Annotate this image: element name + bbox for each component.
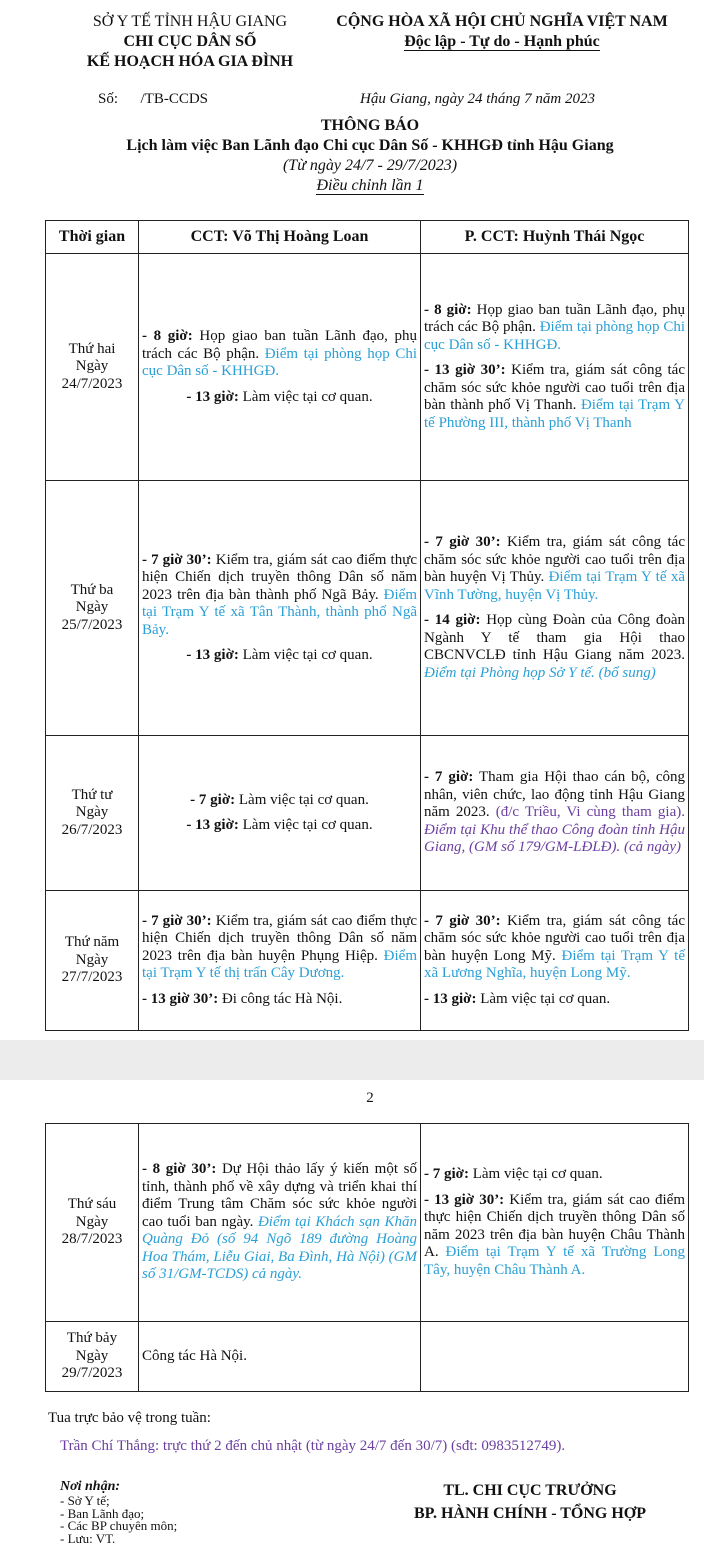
document-subtitle: Lịch làm việc Ban Lãnh đạo Chi cục Dân Số - KHHGĐ tỉnh Hậu Giang <box>126 137 614 154</box>
time-label: - 13 giờ 30’: <box>424 362 506 379</box>
director-cell <box>139 1322 421 1392</box>
location-text: Điểm tại Trạm Y tế xã Tân Thành, thành phố Ngã Bảy. <box>142 586 417 638</box>
duty-line: Trần Chí Thắng: trực thứ 2 đến chủ nhật (từ ngày 24/7 đến 30/7) (sđt: 0983512749). <box>60 1438 566 1454</box>
location-text: Điểm tại phòng họp Chi cục Dân số - KHHGĐ. <box>142 345 417 379</box>
time-label: - 7 giờ 30’: <box>142 551 212 568</box>
location-text: Điểm tại Trạm Y tế thị trấn Cây Dương. <box>142 947 417 982</box>
table-header-row <box>46 221 689 254</box>
time-label: - 8 giờ: <box>142 328 193 344</box>
day-date: 29/7/2023 <box>61 1365 123 1382</box>
revision-note: Điều chỉnh lần 1 <box>316 177 424 194</box>
sub-agency-name-2: KẾ HOẠCH HÓA GIA ĐÌNH <box>86 53 294 70</box>
place-date: Hậu Giang, ngày 24 tháng 7 năm 2023 <box>360 91 595 107</box>
day-date: 24/7/2023 <box>61 375 123 392</box>
time-label: - 13 giờ: <box>186 817 239 833</box>
duty-title: Tua trực bảo vệ trong tuần: <box>48 1410 211 1426</box>
document-number: Số: /TB-CCDS <box>98 91 209 107</box>
schedule-table <box>45 220 689 1031</box>
deputy-cell <box>421 1322 689 1392</box>
signatory-title: TL. CHI CỤC TRƯỞNG <box>443 1482 617 1499</box>
day-label: Ngày <box>75 599 109 616</box>
table-row <box>46 891 689 1031</box>
day-label: Ngày <box>75 1347 109 1364</box>
deputy-cell <box>421 891 689 1031</box>
time-label: - 13 giờ: <box>424 990 477 1007</box>
day-date: 27/7/2023 <box>61 969 123 986</box>
time-label: - 7 giờ: <box>424 1166 469 1182</box>
day-date: 26/7/2023 <box>61 821 123 838</box>
day-cell <box>46 1322 139 1392</box>
col-header-director: CCT: Võ Thị Hoàng Loan <box>139 221 421 254</box>
task-text: Làm việc tại cơ quan. <box>238 647 373 663</box>
time-label: - 13 giờ 30’: <box>142 990 219 1007</box>
day-date: 28/7/2023 <box>61 1231 123 1248</box>
day-name: Thứ hai <box>68 340 116 357</box>
task-text: Kiểm tra, giám sát công tác chăm sóc sức khỏe người cao tuổi trên địa bàn thành phố Vị Thanh. <box>424 362 685 414</box>
task-text: Làm việc tại cơ quan. <box>238 388 373 405</box>
time-label: - 7 giờ 30’: <box>142 912 212 929</box>
deputy-cell <box>421 481 689 736</box>
day-cell <box>46 736 139 891</box>
document-title: THÔNG BÁO <box>320 117 420 134</box>
task-text: Kiểm tra, giám sát công tác chăm sóc sức khỏe người cao tuổi trên địa bàn huyện Long Mỹ. <box>424 912 685 964</box>
task-text: Họp cùng Đoàn của Công đoàn Ngành Y tế tham gia Hội thao CBCNVCLĐ tỉnh Hậu Giang năm 2023. <box>424 612 685 663</box>
day-cell <box>46 481 139 736</box>
task-text: Làm việc tại cơ quan. <box>476 990 611 1007</box>
task-text: Kiểm tra, giám sát cao điểm thực hiện Chiến dịch truyền thông Dân số năm 2023 trên địa bàn thành phố Ngã Bảy. <box>142 551 417 603</box>
director-cell <box>139 254 421 481</box>
table-row <box>46 736 689 891</box>
location-text: Điểm tại Trạm Y tế Phường III, thành phố Vị Thanh <box>424 397 685 431</box>
time-label: - 7 giờ: <box>424 769 474 786</box>
time-label: - 8 giờ: <box>424 301 472 318</box>
recipient-item: - Các BP chuyên môn; <box>60 1518 178 1533</box>
task-text: Làm việc tại cơ quan. <box>238 817 373 833</box>
task-text: Làm việc tại cơ quan. <box>468 1166 603 1182</box>
sub-agency-name: CHI CỤC DÂN SỐ <box>123 33 257 50</box>
recipient-item: - Lưu: VT. <box>60 1530 116 1546</box>
page-number: 2 <box>366 1090 374 1106</box>
day-label: Ngày <box>75 358 109 375</box>
time-label: - 7 giờ 30’: <box>424 534 501 550</box>
recipient-item: - Sở Y tế; <box>60 1493 110 1508</box>
day-cell <box>46 891 139 1031</box>
day-name: Thứ tư <box>71 786 113 803</box>
day-name: Thứ ba <box>70 581 114 598</box>
time-label: - 7 giờ 30’: <box>424 912 501 929</box>
location-text: Điểm tại Trạm Y tế xã Trường Long Tây, huyện Châu Thành A. <box>424 1244 685 1278</box>
task-text: Kiểm tra, giám sát cao điểm thực hiện Chiến dịch truyền thông Dân số năm 2023 trên địa bàn huyện Châu Thành A. <box>424 1191 685 1260</box>
agency-name: SỞ Y TẾ TỈNH HẬU GIANG <box>92 13 288 30</box>
task-text: Công tác Hà Nội. <box>142 1347 247 1364</box>
recipient-item: - Ban Lãnh đạo; <box>60 1505 145 1521</box>
signatory-department: BP. HÀNH CHÍNH - TỔNG HỢP <box>413 1505 647 1522</box>
location-text: Điểm tại Khách sạn Khăn Quàng Đỏ (số 94 Ngõ 189 đường Hoàng Hoa Thám, Liễu Giai, Ba Đình, Hà Nội) (GM số 31/GM-TCDS) cả ngày. <box>142 1213 417 1283</box>
table-row <box>46 1322 689 1392</box>
task-text: Làm việc tại cơ quan. <box>235 791 369 808</box>
location-text: Điểm tại Trạm Y tế xã Vĩnh Tường, huyện Vị Thủy. <box>424 569 685 603</box>
day-name: Thứ bảy <box>66 1330 118 1347</box>
day-date: 25/7/2023 <box>61 616 123 633</box>
col-header-deputy: P. CCT: Huỳnh Thái Ngọc <box>421 221 689 254</box>
task-text: Kiểm tra, giám sát công tác chăm sóc sức khỏe người cao tuổi trên địa bàn huyện Vị Thủy. <box>424 534 685 585</box>
time-label: - 14 giờ: <box>424 612 481 628</box>
time-label: - 13 giờ: <box>186 388 239 405</box>
participant-note: (đ/c Triều, Vi cùng tham gia). <box>495 804 685 821</box>
national-motto: Độc lập - Tự do - Hạnh phúc <box>404 33 600 50</box>
table-row <box>46 481 689 736</box>
task-text: Tham gia Hội thao cán bộ, công nhân, viên chức, lao động tỉnh Hậu Giang năm 2023. <box>424 769 685 821</box>
location-text: Điểm tại phòng họp Chi cục Dân số - KHHGĐ. <box>424 319 685 353</box>
location-text: Điểm tại Trạm Y tế xã Lương Nghĩa, huyện Long Mỹ. <box>424 947 685 982</box>
deputy-cell <box>421 1124 689 1322</box>
day-label: Ngày <box>75 804 109 821</box>
recipients-title: Nơi nhận: <box>60 1479 121 1494</box>
day-cell <box>46 1124 139 1322</box>
table-row <box>46 254 689 481</box>
col-header-time: Thời gian <box>46 221 139 254</box>
task-text: Đi công tác Hà Nội. <box>218 990 343 1007</box>
day-name: Thứ năm <box>64 934 120 951</box>
task-text: Dự Hội thảo lấy ý kiến một số tỉnh, thành phố về xây dựng và triển khai thí điểm Trung tâm Chăm sóc sức khỏe người cao tuổi ban ngày. <box>142 1161 417 1230</box>
director-cell <box>139 481 421 736</box>
day-label: Ngày <box>75 951 109 968</box>
time-label: - 13 giờ 30’: <box>424 1191 505 1208</box>
director-cell <box>139 1124 421 1322</box>
time-label: - 13 giờ: <box>186 647 239 663</box>
task-text: Họp giao ban tuần Lãnh đạo, phụ trách các Bộ phận. <box>424 301 685 336</box>
date-range: (Từ ngày 24/7 - 29/7/2023) <box>282 157 458 174</box>
time-label: - 8 giờ 30’: <box>142 1161 217 1178</box>
task-text: Họp giao ban tuần Lãnh đạo, phụ trách các Bộ phận. <box>142 328 418 362</box>
day-label: Ngày <box>75 1213 109 1230</box>
national-title: CỘNG HÒA XÃ HỘI CHỦ NGHĨA VIỆT NAM <box>336 13 668 30</box>
deputy-cell <box>421 736 689 891</box>
location-text: Điểm tại Khu thể thao Công đoàn tỉnh Hậu Giang, (GM số 179/GM-LĐLĐ). (cả ngày) <box>424 821 685 856</box>
time-label: - 7 giờ: <box>190 791 236 808</box>
day-name: Thứ sáu <box>67 1196 117 1213</box>
table-row <box>46 1124 689 1322</box>
schedule-table-continued <box>45 1123 689 1392</box>
task-text: Kiểm tra, giám sát cao điểm thực hiện Chiến dịch truyền thông Dân số năm 2023 trên địa bàn huyện Phụng Hiệp. <box>142 912 417 964</box>
director-cell <box>139 736 421 891</box>
director-cell <box>139 891 421 1031</box>
deputy-cell <box>421 254 689 481</box>
page-separator <box>0 1040 704 1080</box>
location-text: Điểm tại Phòng họp Sở Y tế. (bổ sung) <box>424 664 656 681</box>
day-cell <box>46 254 139 481</box>
